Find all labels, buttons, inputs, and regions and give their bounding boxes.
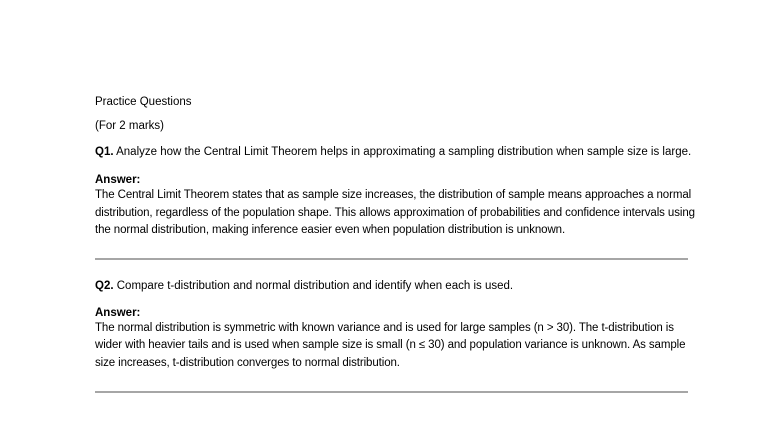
page-heading: Practice Questions: [95, 96, 192, 108]
question-1-text: Analyze how the Central Limit Theorem helps in approximating a sampling distribution when sample size is large.: [113, 146, 692, 158]
question-1: [95, 144, 695, 160]
answer-2-text: The normal distribution is symmetric with known variance and is used for large samples (n > 30). The t-distribution is wider with heavier tails and is used when sample size is small (n ≤ 30) and population variance is unknown. As sample size increases, t-distribution converges to normal distribution.: [95, 321, 686, 369]
marks-subheading: (For 2 marks): [95, 120, 164, 132]
question-2-number: Q2.: [95, 279, 114, 292]
document-content: [95, 94, 695, 393]
section-divider-1: [95, 258, 688, 260]
answer-1-label: Answer:: [95, 174, 141, 186]
section-divider-2: [95, 391, 688, 393]
question-1-number: Q1.: [95, 146, 114, 158]
answer-2-label: Answer:: [95, 306, 141, 319]
question-2-text: Compare t-distribution and normal distribution and identify when each is used.: [113, 279, 514, 292]
question-2: [95, 278, 695, 294]
answer-1-text: The Central Limit Theorem states that as sample size increases, the distribution of sample means approaches a normal distribution, regardless of the population shape. This allows approximation of probabilities and confidence intervals using the normal distribution, making inference easier even when population distribution is unknown.: [95, 189, 695, 236]
